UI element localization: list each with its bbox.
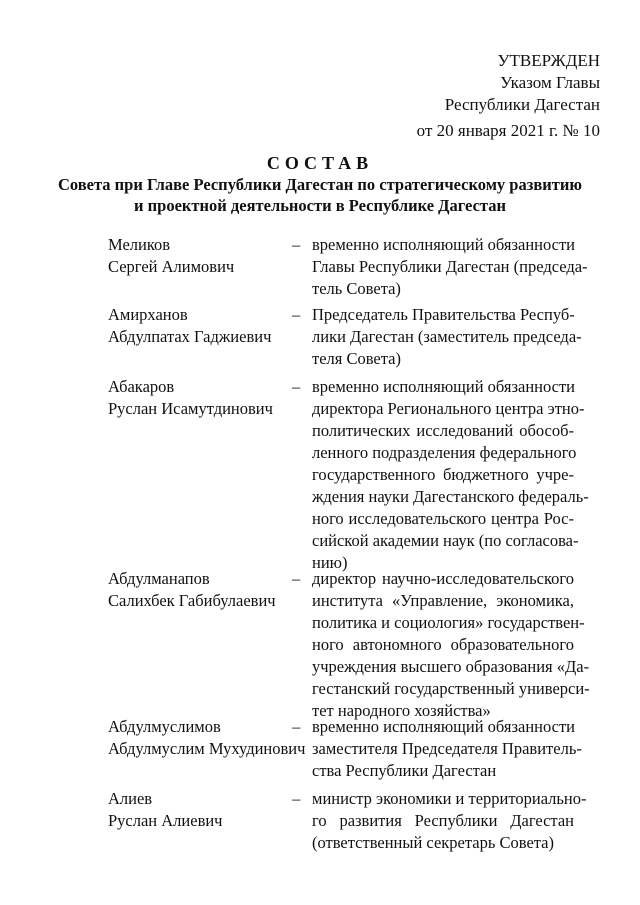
role-line: политика и социология» государствен- xyxy=(312,613,585,632)
role-line: ного автономного образовательного xyxy=(312,635,574,654)
document-title xyxy=(0,152,640,216)
member-role xyxy=(312,716,582,782)
member-given-name: Абдулпатах Гаджиевич xyxy=(108,327,272,346)
role-line: временно исполняющий обязанности xyxy=(312,235,576,254)
role-line: тет народного хозяйства» xyxy=(312,701,491,720)
member-dash: – xyxy=(292,235,301,254)
role-line: го развития Республики Дагестан xyxy=(312,811,574,830)
role-line: временно исполняющий обязанности xyxy=(312,717,576,736)
role-line: заместителя Председателя Правитель- xyxy=(312,739,582,758)
member-name xyxy=(108,376,273,420)
title-main: СОСТАВ xyxy=(266,153,374,173)
member-given-name: Салихбек Габибулаевич xyxy=(108,591,276,610)
member-name xyxy=(108,568,276,612)
title-subtitle-line-2: и проектной деятельности в Республике Дагестан xyxy=(134,196,506,215)
member-surname: Амирханов xyxy=(108,305,188,324)
role-line: министр экономики и территориально- xyxy=(312,789,587,808)
role-line: Председатель Правительства Респуб- xyxy=(312,305,575,324)
approval-stamp xyxy=(417,50,600,142)
member-role xyxy=(312,788,587,854)
title-subtitle-line-1: Совета при Главе Республики Дагестан по стратегическому развитию xyxy=(57,175,583,194)
member-dash: – xyxy=(292,789,301,808)
member-dash: – xyxy=(292,717,301,736)
member-dash: – xyxy=(292,569,301,588)
member-dash: – xyxy=(292,377,301,396)
member-given-name: Руслан Алиевич xyxy=(108,811,223,830)
member-given-name: Руслан Исамутдинович xyxy=(108,399,273,418)
member-name xyxy=(108,234,234,278)
member-surname: Абдулмуслимов xyxy=(108,717,221,736)
member-surname: Абакаров xyxy=(108,377,175,396)
approval-date: от 20 января 2021 г. № 10 xyxy=(416,121,600,140)
approval-region: Республики Дагестан xyxy=(444,95,600,114)
role-line: нию) xyxy=(312,553,348,572)
approval-heading: УТВЕРЖДЕН xyxy=(497,51,600,70)
role-line: директора Регионального центра этно- xyxy=(312,399,585,418)
role-line: директор научно-исследовательского xyxy=(312,569,574,588)
member-dash: – xyxy=(292,305,301,324)
role-line: ства Республики Дагестан xyxy=(312,761,497,780)
member-name xyxy=(108,788,223,832)
member-role xyxy=(312,234,588,300)
role-line: государственного бюджетного учре- xyxy=(312,465,574,484)
member-surname: Абдулманапов xyxy=(108,569,210,588)
role-line: политических исследований обособ- xyxy=(312,421,574,440)
member-role xyxy=(312,304,582,370)
role-line: сийской академии наук (по согласова- xyxy=(312,531,579,550)
member-name xyxy=(108,716,305,760)
role-line: гестанский государственный универси- xyxy=(312,679,590,698)
role-line: ленного подразделения федерального xyxy=(312,443,577,462)
approval-decree: Указом Главы xyxy=(500,73,600,92)
member-surname: Алиев xyxy=(108,789,153,808)
role-line: тель Совета) xyxy=(312,279,401,298)
role-line: учреждения высшего образования «Да- xyxy=(312,657,590,676)
member-name xyxy=(108,304,271,348)
role-line: лики Дагестан (заместитель председа- xyxy=(312,327,582,346)
member-surname: Меликов xyxy=(108,235,171,254)
role-line: ного исследовательского центра Рос- xyxy=(312,509,574,528)
member-role xyxy=(312,568,590,722)
member-given-name: Сергей Алимович xyxy=(108,257,235,276)
member-role xyxy=(312,376,589,574)
role-line: ждения науки Дагестанского федераль- xyxy=(312,487,589,506)
role-line: института «Управление, экономика, xyxy=(312,591,574,610)
role-line: временно исполняющий обязанности xyxy=(312,377,576,396)
member-given-name: Абдулмуслим Мухудинович xyxy=(108,739,306,758)
role-line: теля Совета) xyxy=(312,349,401,368)
role-line: (ответственный секретарь Совета) xyxy=(312,833,554,852)
role-line: Главы Республики Дагестан (председа- xyxy=(312,257,588,276)
